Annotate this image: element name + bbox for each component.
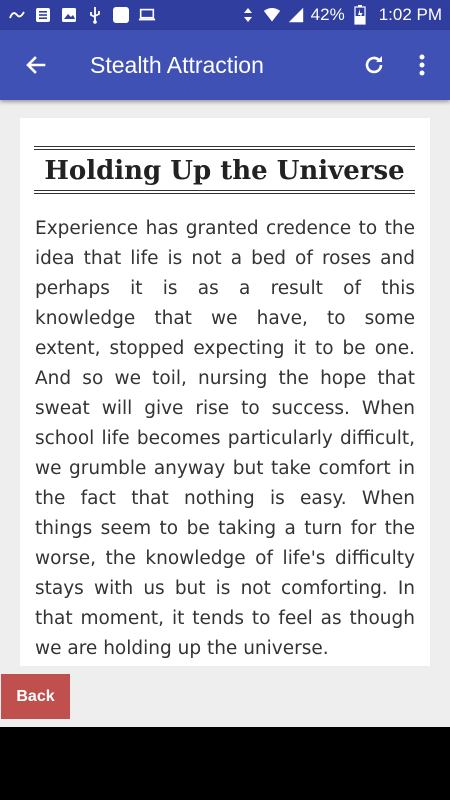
- battery-percent: 42%: [310, 5, 345, 24]
- content-scroll-area[interactable]: [0, 100, 450, 666]
- notes-icon: [34, 6, 52, 24]
- signal-icon: [287, 6, 305, 24]
- bottom-bar: [0, 666, 450, 727]
- usb-icon: [86, 6, 104, 24]
- article-heading: Holding Up the Universe: [44, 156, 405, 186]
- status-time: 1:02 PM: [378, 5, 442, 24]
- article-heading-block: [34, 146, 415, 194]
- heading-bottom-rule: [34, 190, 415, 194]
- status-notification-icons: [8, 6, 156, 24]
- wifi-icon: [263, 6, 281, 24]
- laptop-icon: [138, 6, 156, 24]
- link-icon: [8, 6, 26, 24]
- more-vert-icon[interactable]: [398, 30, 446, 100]
- navigation-area: [0, 727, 450, 800]
- square-icon: [112, 6, 130, 24]
- back-button[interactable]: Back: [1, 674, 70, 719]
- image-icon: [60, 6, 78, 24]
- back-arrow-icon[interactable]: [8, 30, 64, 100]
- data-arrows-icon: [239, 6, 257, 24]
- battery-icon: [351, 6, 369, 24]
- app-bar: [0, 30, 450, 100]
- refresh-icon[interactable]: [350, 30, 398, 100]
- article-card: [20, 118, 430, 666]
- article-body: [35, 214, 415, 666]
- article-paragraph: Experience has granted credence to the idea that life is not a bed of roses and perhaps it is as a result of this knowledge that we have, to some extent, stopped expecting it to be one. And so we toil, nursing the hope that sweat will give rise to success. When school life becomes particularly difficult, we grumble anyway but take comfort in the fact that nothing is easy. When things seem to be taking a turn for the worse, the knowledge of life's difficulty stays with us but is not comforting. In that moment, it tends to feel as though we are holding up the universe.: [35, 218, 415, 659]
- status-bar: [0, 0, 450, 30]
- status-system-icons: [239, 5, 442, 25]
- app-title: Stealth Attraction: [90, 51, 264, 78]
